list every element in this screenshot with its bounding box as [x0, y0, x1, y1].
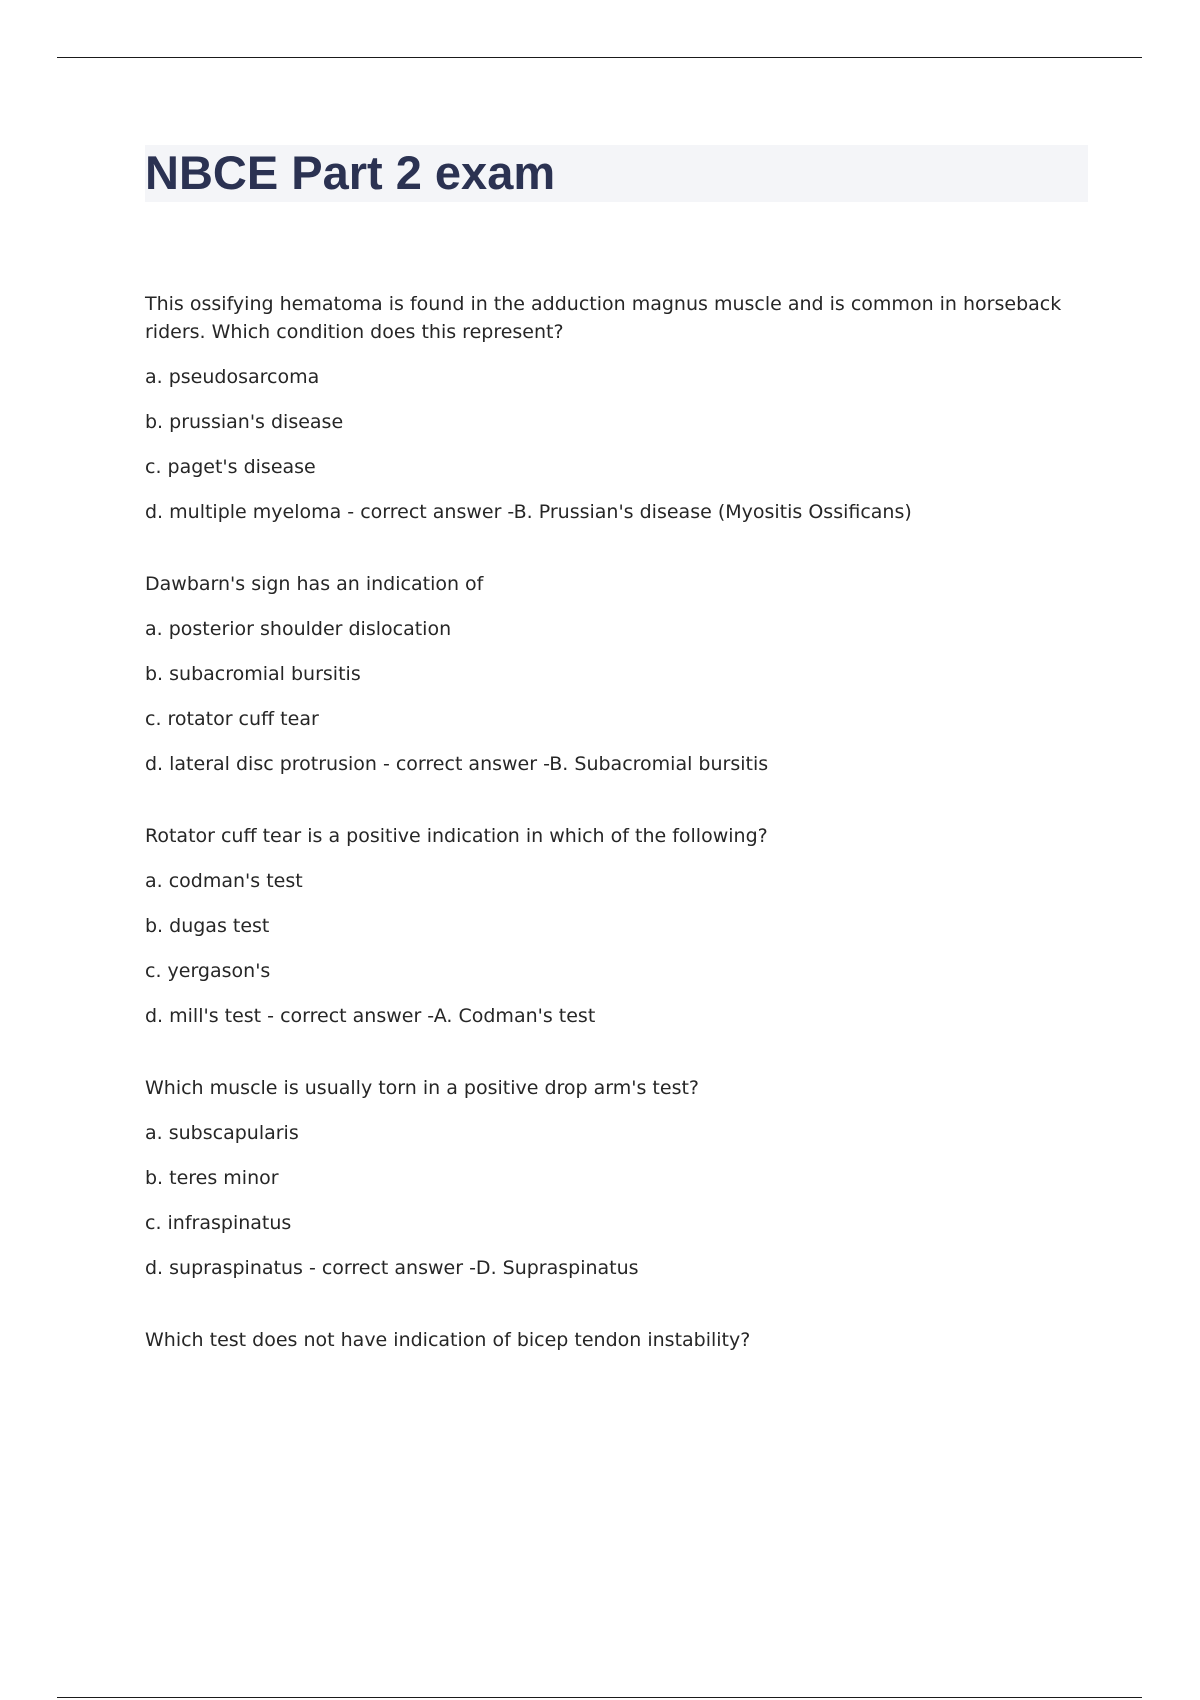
option-a: a. codman's test [145, 870, 303, 892]
question-2 [145, 570, 1085, 778]
option-c: c. rotator cuff tear [145, 708, 319, 730]
option-c: c. yergason's [145, 960, 271, 982]
option-a: a. pseudosarcoma [145, 366, 320, 388]
question-text: This ossifying hematoma is found in the adduction magnus muscle and is common in horseback riders. Which condition does this represent? [145, 293, 1062, 343]
option-b: b. prussian's disease [145, 411, 344, 433]
top-rule [57, 57, 1142, 58]
option-b: b. dugas test [145, 915, 270, 937]
bottom-rule [57, 1697, 1142, 1698]
question-text: Which test does not have indication of bicep tendon instability? [145, 1329, 751, 1351]
option-a: a. subscapularis [145, 1122, 299, 1144]
option-a: a. posterior shoulder dislocation [145, 618, 452, 640]
question-3 [145, 822, 1085, 1030]
option-d-with-answer: d. lateral disc protrusion - correct answer -B. Subacromial bursitis [145, 753, 769, 775]
option-c: c. infraspinatus [145, 1212, 292, 1234]
option-d-with-answer: d. mill's test - correct answer -A. Codman's test [145, 1005, 596, 1027]
option-b: b. teres minor [145, 1167, 279, 1189]
question-1 [145, 290, 1085, 526]
option-b: b. subacromial bursitis [145, 663, 361, 685]
page-title: NBCE Part 2 exam [145, 146, 556, 199]
question-4 [145, 1074, 1085, 1282]
question-text: Which muscle is usually torn in a positive drop arm's test? [145, 1077, 700, 1099]
question-text: Dawbarn's sign has an indication of [145, 573, 484, 595]
question-text: Rotator cuff tear is a positive indication in which of the following? [145, 825, 768, 847]
option-c: c. paget's disease [145, 456, 316, 478]
question-list [145, 290, 1085, 1398]
question-5 [145, 1326, 1085, 1354]
option-d-with-answer: d. supraspinatus - correct answer -D. Supraspinatus [145, 1257, 639, 1279]
option-d-with-answer: d. multiple myeloma - correct answer -B. Prussian's disease (Myositis Ossificans) [145, 501, 912, 523]
